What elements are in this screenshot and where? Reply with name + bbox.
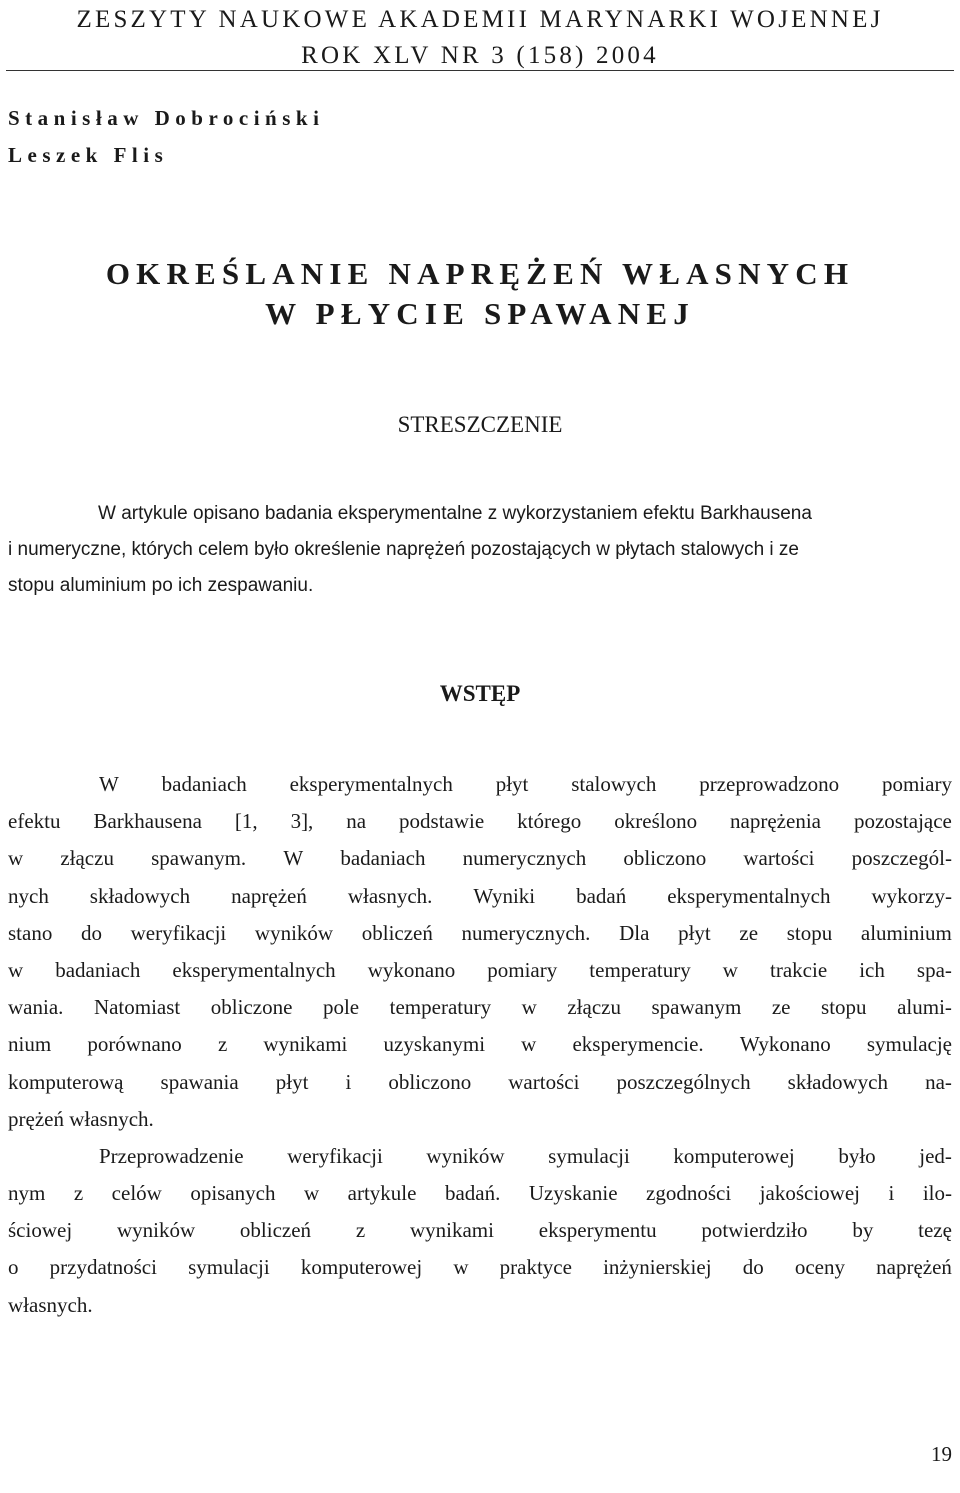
author-list bbox=[8, 100, 324, 174]
body-line: w złączu spawanym. W badaniach numerycznych obliczono wartości poszczegól- bbox=[8, 846, 952, 871]
body-line: w badaniach eksperymentalnych wykonano pomiary temperatury w trakcie ich spa- bbox=[8, 957, 952, 982]
body-line: W badaniach eksperymentalnych płyt stalowych przeprowadzono pomiary bbox=[99, 772, 952, 796]
header-divider bbox=[6, 70, 954, 71]
journal-name: ZESZYTY NAUKOWE AKADEMII MARYNARKI WOJENNEJ bbox=[76, 6, 884, 33]
author-name: Leszek Flis bbox=[8, 143, 169, 167]
body-line: efektu Barkhausena [1, 3], na podstawie którego określono naprężenia pozostające bbox=[8, 809, 952, 834]
abstract-line: stopu aluminium po ich zespawaniu. bbox=[8, 575, 314, 596]
title-line: W PŁYCIE SPAWANEJ bbox=[265, 296, 695, 331]
body-line: prężeń własnych. bbox=[8, 1106, 154, 1131]
body-line: nym z celów opisanych w artykule badań. Uzyskanie zgodności jakościowej i ilo- bbox=[8, 1181, 952, 1206]
body-line: o przydatności symulacji komputerowej w praktyce inżynierskiej do oceny naprężeń bbox=[8, 1255, 952, 1280]
body-line: nium porównano z wynikami uzyskanymi w eksperymencie. Wykonano symulację bbox=[8, 1032, 952, 1057]
body-line: wania. Natomiast obliczone pole temperatury w złączu spawanym ze stopu alumi- bbox=[8, 995, 952, 1020]
title-line: OKREŚLANIE NAPRĘŻEŃ WŁASNYCH bbox=[105, 256, 855, 291]
body-line: nych składowych naprężeń własnych. Wyniki badań eksperymentalnych wykorzy- bbox=[8, 883, 952, 908]
article-title bbox=[0, 254, 960, 334]
author-name: Stanisław Dobrociński bbox=[8, 106, 325, 130]
body-line: własnych. bbox=[8, 1292, 93, 1317]
section-heading: WSTĘP bbox=[439, 681, 521, 706]
abstract-text bbox=[8, 496, 952, 604]
body-line: Przeprowadzenie weryfikacji wyników symulacji komputerowej było jed- bbox=[99, 1143, 952, 1168]
body-line: ściowej wyników obliczeń z wynikami eksperymentu potwierdziło by tezę bbox=[8, 1218, 952, 1243]
journal-issue: ROK XLV NR 3 (158) 2004 bbox=[301, 42, 659, 69]
journal-header bbox=[0, 2, 960, 74]
abstract-line: W artykule opisano badania eksperymentalne z wykorzystaniem efektu Barkhausena bbox=[98, 503, 812, 524]
body-line: stano do weryfikacji wyników obliczeń numerycznych. Dla płyt ze stopu aluminium bbox=[8, 920, 952, 945]
abstract-heading: STRESZCZENIE bbox=[397, 412, 563, 437]
abstract-line: i numeryczne, których celem było określenie naprężeń pozostających w płytach stalowych i ze bbox=[8, 539, 799, 560]
body-line: komputerową spawania płyt i obliczono wartości poszczególnych składowych na- bbox=[8, 1069, 952, 1094]
intro-text bbox=[8, 766, 952, 1324]
page-number: 19 bbox=[931, 1442, 952, 1466]
